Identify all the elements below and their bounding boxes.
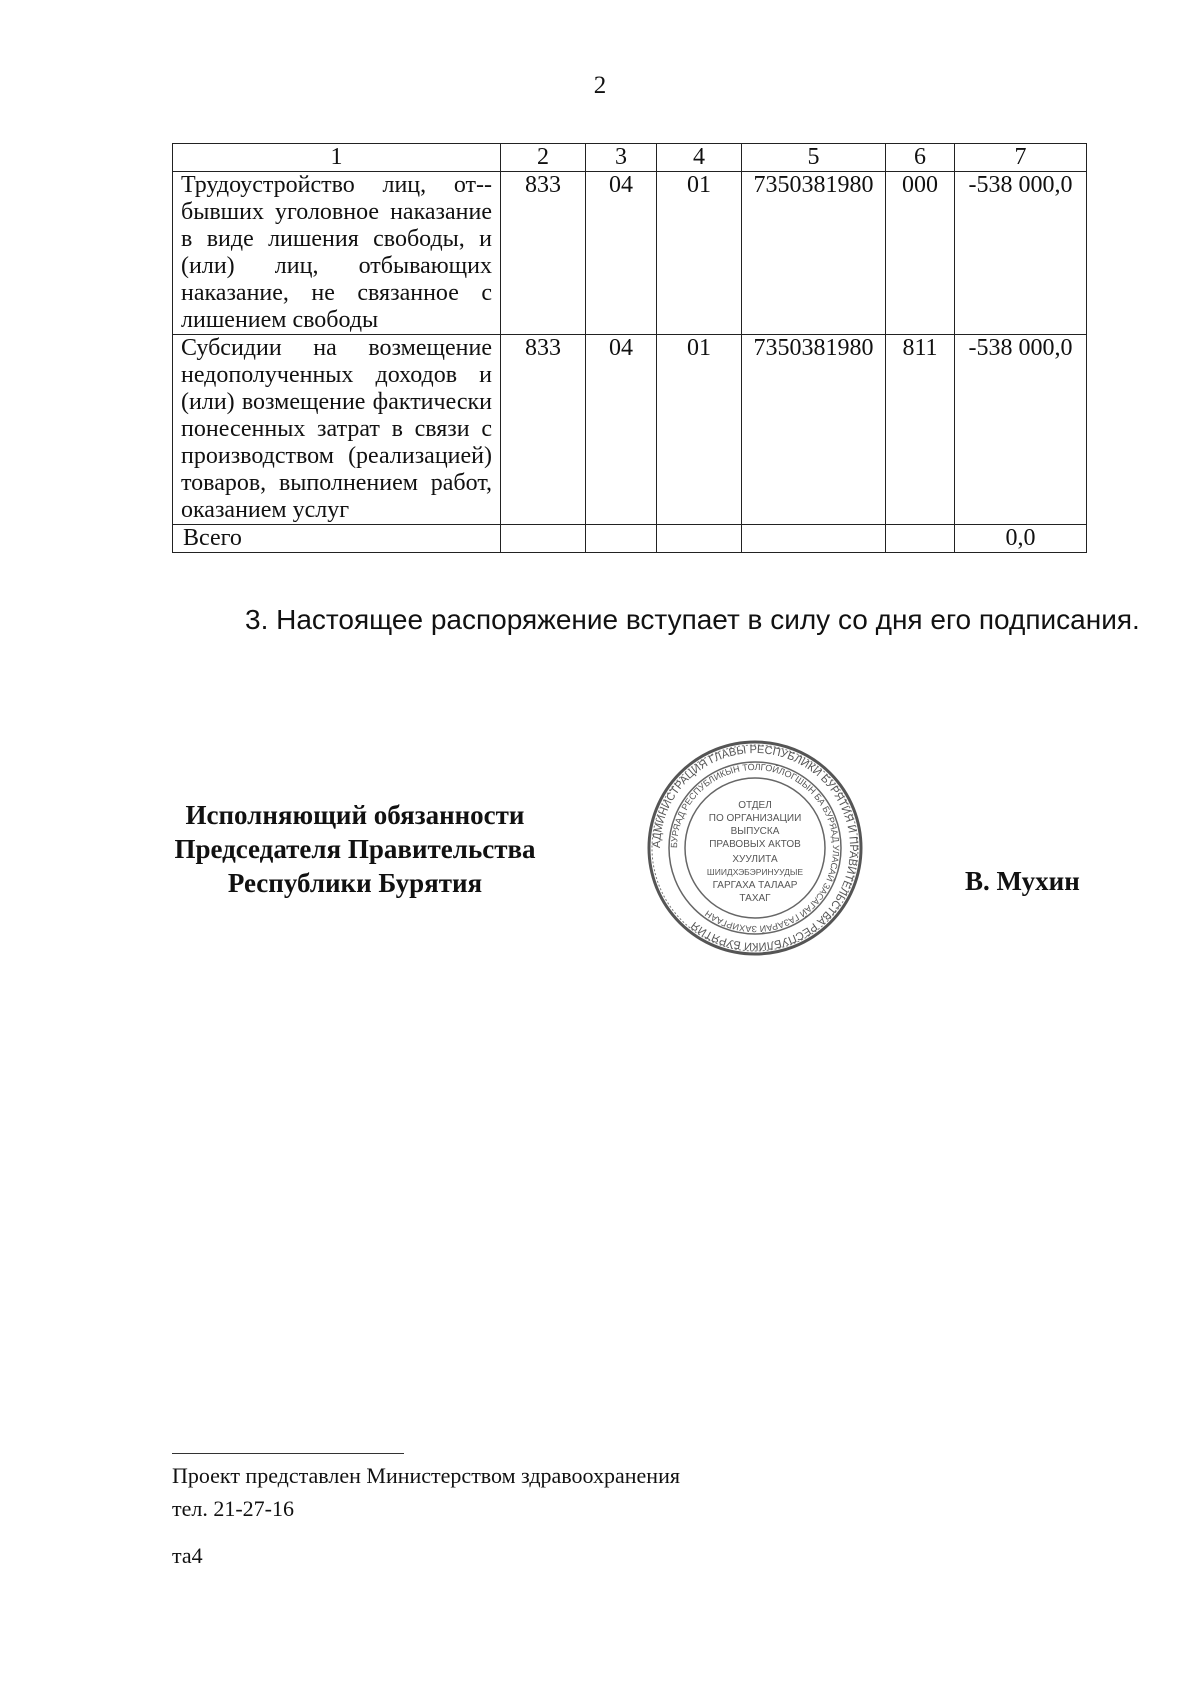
document-code: та4 — [172, 1543, 203, 1568]
row-cell: -538 000,0 — [955, 335, 1087, 525]
paragraph-3: 3. Настоящее распоряжение вступает в силу со дня его подписания. — [245, 604, 1140, 635]
total-row — [173, 525, 1087, 553]
header-cell: 7 — [955, 144, 1087, 172]
row-cell: 01 — [657, 172, 742, 335]
row-name: Субсидии на возмещение недополученных доходов и (или) возмещение фактически понесенных затрат в связи с производством (реализацией) товаров, выполнением работ, оказанием услуг — [173, 335, 501, 525]
seal-center-line: ПО ОРГАНИЗАЦИИ — [708, 813, 802, 824]
header-cell: 4 — [657, 144, 742, 172]
signatory-title-line: Председателя Правительства — [174, 834, 536, 864]
row-cell: 01 — [657, 335, 742, 525]
row-cell: 04 — [586, 335, 657, 525]
row-cell: -538 000,0 — [955, 172, 1087, 335]
signatory-title — [150, 798, 560, 900]
seal-center-line: ШИИДХЭБЭРИНУУДЫЕ — [706, 867, 804, 877]
header-cell: 3 — [586, 144, 657, 172]
row-name: Трудоустройство лиц, от-бывших уголовное наказание в виде лишения свободы, и (или) лиц, отбывающих наказание, не связанное с лишением свободы — [173, 172, 501, 335]
empty-cell — [586, 525, 657, 553]
footer-note — [172, 1459, 680, 1525]
header-cell: 6 — [886, 144, 955, 172]
row-cell: 811 — [886, 335, 955, 525]
row-cell: 833 — [501, 335, 586, 525]
seal-center-line: ГАРГАХА ТАЛААР — [712, 880, 798, 891]
budget-table — [172, 143, 1087, 553]
row-cell: 833 — [501, 172, 586, 335]
page-number: 2 — [593, 72, 607, 99]
footer-phone: тел. 21-27-16 — [172, 1496, 295, 1521]
header-cell: 1 — [173, 144, 501, 172]
empty-cell — [501, 525, 586, 553]
row-cell: 7350381980 — [742, 172, 886, 335]
seal-outer-text: АДМИНИСТРАЦИЯ ГЛАВЫ РЕСПУБЛИКИ БУРЯТИЯ И ПРАВИТЕЛЬСТВА РЕСПУБЛИКИ БУРЯТИЯ — [650, 743, 860, 953]
empty-cell — [886, 525, 955, 553]
signatory-title-line: Республики Бурятия — [227, 868, 483, 898]
row-cell: 000 — [886, 172, 955, 335]
empty-cell — [742, 525, 886, 553]
seal-center-line: ОТДЕЛ — [738, 800, 772, 811]
seal-inner-text: БУРЯАД РЕСПУБЛИКЫН ТОЛГОЙЛОГШЫН БА БУРЯАД УЛАСАЙ ЗАСАГАЙ ГАЗАРАЙ ЗАХИРГААН — [668, 761, 842, 935]
header-cell: 5 — [742, 144, 886, 172]
seal-center-line: ХУУЛИТА — [732, 854, 778, 865]
table-header-row — [173, 144, 1087, 172]
table-row — [173, 335, 1087, 525]
signatory-title-line: Исполняющий обязанности — [185, 800, 525, 830]
official-seal-icon — [645, 738, 865, 958]
total-label: Всего — [173, 525, 501, 553]
seal-center-line: ВЫПУСКА — [730, 826, 780, 837]
row-cell: 7350381980 — [742, 335, 886, 525]
empty-cell — [657, 525, 742, 553]
total-value: 0,0 — [955, 525, 1087, 553]
row-cell: 04 — [586, 172, 657, 335]
seal-center-line: ТАХАГ — [739, 893, 771, 904]
footer-divider — [172, 1453, 404, 1454]
footer-presented-by: Проект представлен Министерством здравоохранения — [172, 1463, 680, 1488]
signatory-name: В. Мухин — [965, 866, 1080, 896]
header-cell: 2 — [501, 144, 586, 172]
seal-center-line: ПРАВОВЫХ АКТОВ — [709, 839, 801, 850]
table-row — [173, 172, 1087, 335]
